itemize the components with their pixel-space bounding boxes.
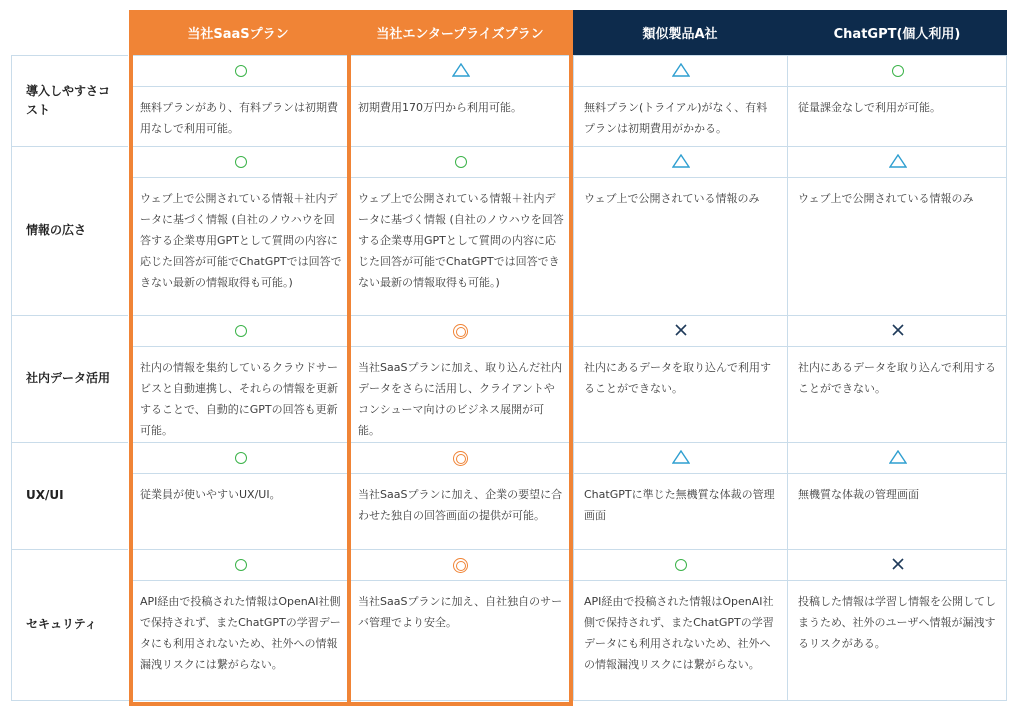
- table-cell-competitor-a: [573, 549, 787, 700]
- table-cell-competitor-a: [573, 315, 787, 442]
- row-label-internal-data: 社内データ活用: [11, 315, 128, 442]
- header-competitor-a: 類似製品A社: [573, 10, 787, 55]
- circle-mark-icon: [455, 156, 467, 168]
- cell-description: 初期費用170万円から利用可能。: [358, 101, 522, 114]
- circle-mark-icon: [235, 559, 247, 571]
- cell-description: 無料プラン(トライアル)がなく、有料プランは初期費用がかかる。: [584, 101, 768, 135]
- table-cell-chatgpt: [787, 549, 1007, 700]
- rating-mark-row: [574, 147, 787, 178]
- circle-mark-icon: [235, 452, 247, 464]
- triangle-mark-icon: [672, 449, 690, 468]
- cell-description: 当社SaaSプランに加え、企業の要望に合わせた独自の回答画面の提供が可能。: [358, 488, 563, 522]
- circle-mark-icon: [235, 65, 247, 77]
- header-chatgpt-personal: ChatGPT(個人利用): [787, 10, 1007, 55]
- comparison-table: [11, 10, 1007, 706]
- cross-mark-icon: [674, 322, 688, 341]
- row-label-info-breadth: 情報の広さ: [11, 146, 128, 315]
- table-cell-competitor-a: [573, 146, 787, 315]
- row-label-cost: 導入しやすさコスト: [11, 55, 128, 146]
- table-cell-enterprise: [347, 442, 573, 549]
- table-cell-saas: [129, 549, 351, 700]
- rating-mark-row: [788, 316, 1007, 347]
- circle-mark-icon: [892, 65, 904, 77]
- triangle-mark-icon: [889, 153, 907, 172]
- rating-mark-row: [348, 550, 573, 581]
- rating-mark-row: [788, 550, 1007, 581]
- row-label-ux-ui: UX/UI: [11, 442, 128, 549]
- table-cell-saas: [129, 55, 351, 146]
- rating-mark-row: [788, 147, 1007, 178]
- cross-mark-icon: [891, 322, 905, 341]
- circle-mark-icon: [675, 559, 687, 571]
- header-saas-plan: 当社SaaSプラン: [129, 10, 347, 55]
- double-circle-mark-icon: [453, 451, 468, 466]
- table-cell-enterprise: [347, 315, 573, 442]
- rating-mark-row: [348, 316, 573, 347]
- cell-description: 社内の情報を集約しているクラウドサービスと自動連携し、それらの情報を更新することで、自動的にGPTの回答も更新可能。: [140, 361, 338, 437]
- triangle-mark-icon: [672, 153, 690, 172]
- rating-mark-row: [130, 550, 351, 581]
- rating-mark-row: [574, 550, 787, 581]
- rating-mark-row: [130, 316, 351, 347]
- cell-description: 無料プランがあり、有料プランは初期費用なしで利用可能。: [140, 101, 338, 135]
- table-cell-enterprise: [347, 55, 573, 146]
- triangle-mark-icon: [672, 62, 690, 81]
- rating-mark-row: [788, 443, 1007, 474]
- cell-description: ウェブ上で公開されている情報のみ: [584, 192, 760, 205]
- rating-mark-row: [130, 443, 351, 474]
- rating-mark-row: [348, 56, 573, 87]
- cell-description: 社内にあるデータを取り込んで利用することができない。: [584, 361, 771, 395]
- table-cell-enterprise: [347, 146, 573, 315]
- cross-mark-icon: [891, 556, 905, 575]
- table-bottom-border: [11, 700, 1007, 701]
- rating-mark-row: [348, 443, 573, 474]
- circle-mark-icon: [235, 325, 247, 337]
- rating-mark-row: [574, 443, 787, 474]
- rating-mark-row: [130, 56, 351, 87]
- rating-mark-row: [130, 147, 351, 178]
- rating-mark-row: [788, 56, 1007, 87]
- cell-description: ChatGPTに準じた無機質な体裁の管理画面: [584, 488, 775, 522]
- triangle-mark-icon: [452, 62, 470, 81]
- cell-description: ウェブ上で公開されている情報＋社内データに基づく情報 (自社のノウハウを回答する企業専用GPTとして質問の内容に応じた回答が可能でChatGPTでは回答できない最新の情報取得も可能。): [140, 192, 342, 289]
- cell-description: 投稿した情報は学習し情報を公開してしまうため、社外のユーザへ情報が漏洩するリスクがある。: [798, 595, 996, 650]
- double-circle-mark-icon: [453, 324, 468, 339]
- circle-mark-icon: [235, 156, 247, 168]
- table-cell-chatgpt: [787, 315, 1007, 442]
- header-enterprise-plan: 当社エンタープライズプラン: [347, 10, 573, 55]
- cell-description: API経由で投稿された情報はOpenAI社側で保持されず、またChatGPTの学習データにも利用されないため、社外への情報漏洩リスクには繋がらない。: [584, 595, 774, 671]
- row-label-security: セキュリティ: [11, 549, 128, 700]
- table-cell-saas: [129, 442, 351, 549]
- rating-mark-row: [574, 56, 787, 87]
- cell-description: 従量課金なしで利用が可能。: [798, 101, 941, 114]
- table-cell-competitor-a: [573, 55, 787, 146]
- double-circle-mark-icon: [453, 558, 468, 573]
- cell-description: 社内にあるデータを取り込んで利用することができない。: [798, 361, 996, 395]
- cell-description: 当社SaaSプランに加え、取り込んだ社内データをさらに活用し、クライアントやコンシューマ向けのビジネス展開が可能。: [358, 361, 563, 437]
- table-cell-saas: [129, 315, 351, 442]
- cell-description: ウェブ上で公開されている情報のみ: [798, 192, 974, 205]
- table-cell-saas: [129, 146, 351, 315]
- table-cell-chatgpt: [787, 55, 1007, 146]
- table-right-border: [1006, 55, 1007, 700]
- cell-description: 当社SaaSプランに加え、自社独自のサーバ管理でより安全。: [358, 595, 563, 629]
- table-cell-competitor-a: [573, 442, 787, 549]
- table-cell-chatgpt: [787, 442, 1007, 549]
- cell-description: 無機質な体裁の管理画面: [798, 488, 919, 501]
- cell-description: ウェブ上で公開されている情報＋社内データに基づく情報 (自社のノウハウを回答する企業専用GPTとして質問の内容に応じた回答が可能でChatGPTでは回答できない最新の情報取得も可能。): [358, 192, 564, 289]
- triangle-mark-icon: [889, 449, 907, 468]
- cell-description: 従業員が使いやすいUX/UI。: [140, 488, 281, 501]
- table-cell-chatgpt: [787, 146, 1007, 315]
- cell-description: API経由で投稿された情報はOpenAI社側で保持されず、またChatGPTの学習データにも利用されないため、社外への情報漏洩リスクには繋がらない。: [140, 595, 341, 671]
- rating-mark-row: [574, 316, 787, 347]
- table-cell-enterprise: [347, 549, 573, 700]
- rating-mark-row: [348, 147, 573, 178]
